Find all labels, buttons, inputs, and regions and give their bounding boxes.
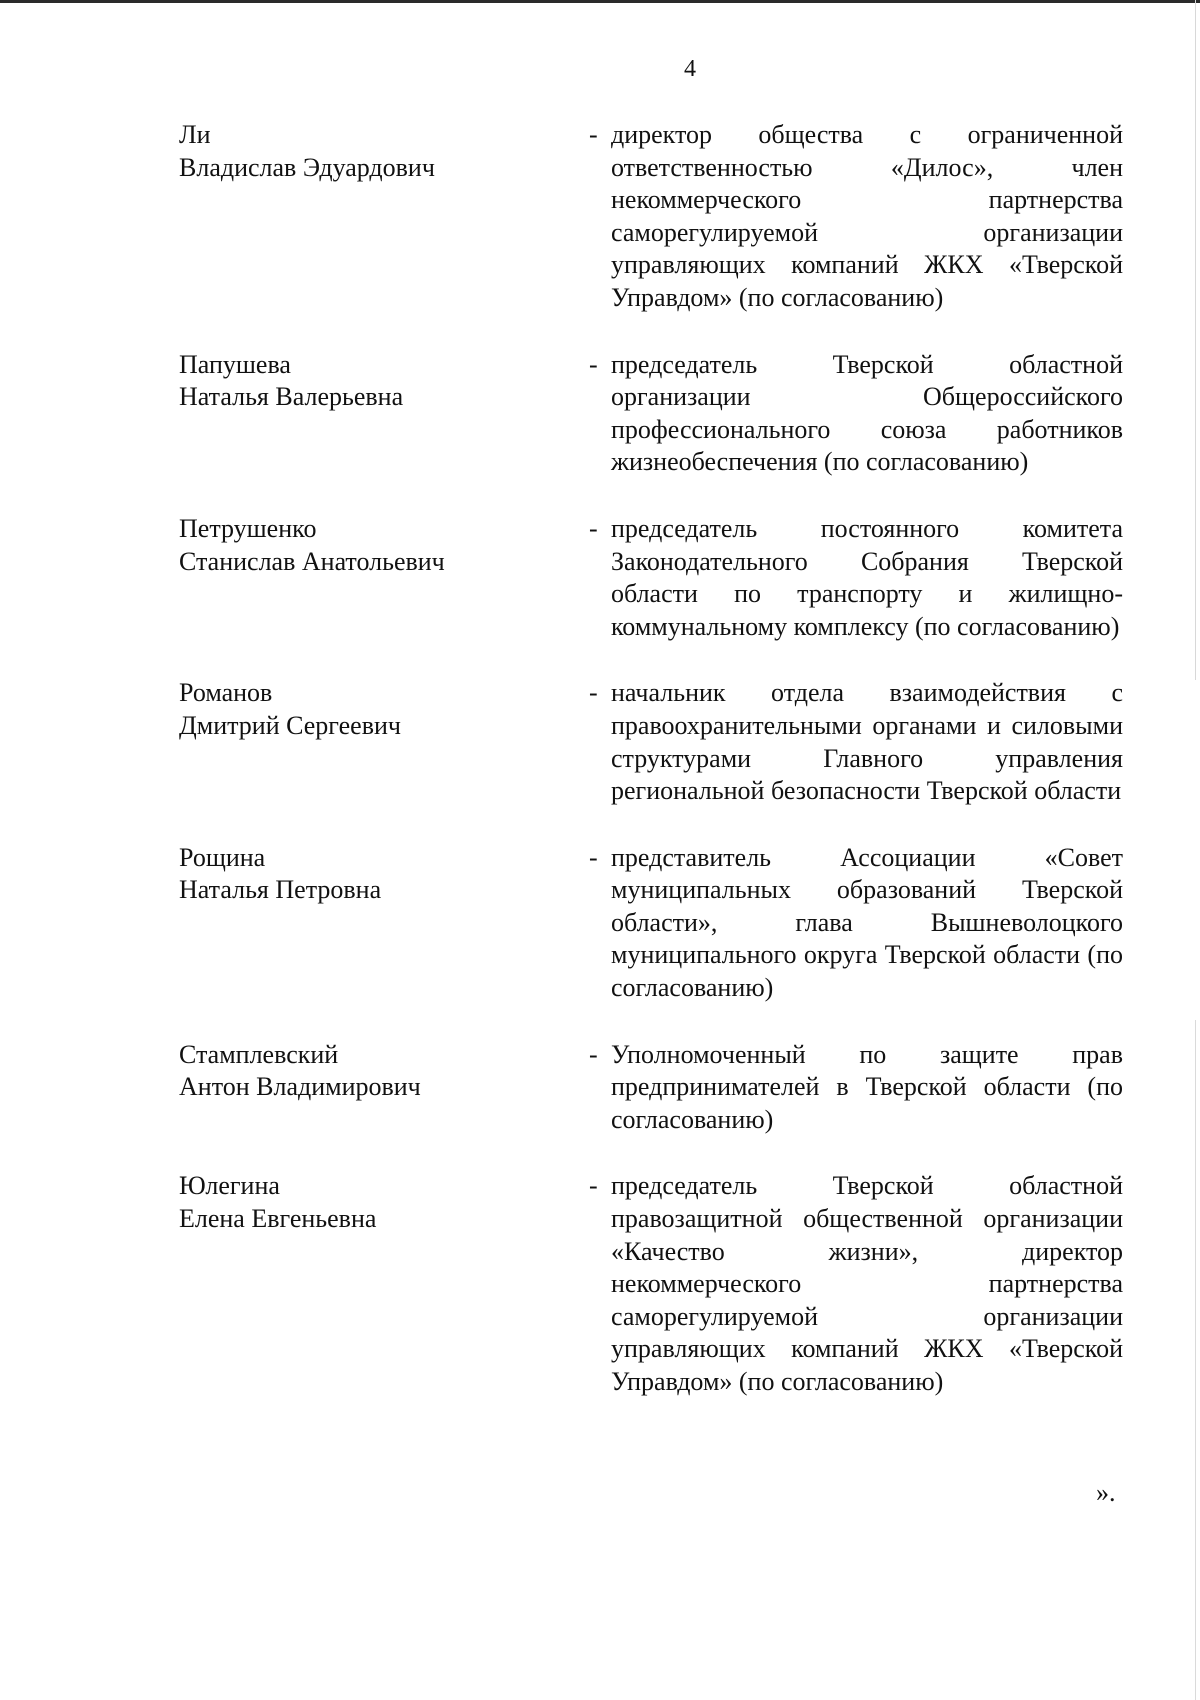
member-surname: Петрушенко	[179, 513, 317, 543]
member-given-names: Дмитрий Сергеевич	[179, 710, 401, 740]
member-role: Уполномоченный по защите прав предпринимателей в Тверской области (по согласованию)	[611, 1039, 1123, 1134]
member-name	[179, 513, 589, 578]
member-dash: -	[589, 1039, 598, 1069]
member-surname: Папушева	[179, 349, 291, 379]
member-entry	[179, 349, 1124, 479]
member-entry	[179, 1039, 1124, 1137]
member-given-names: Наталья Петровна	[179, 875, 382, 905]
member-given-names: Станислав Анатольевич	[179, 546, 445, 576]
member-given-names: Владислав Эдуардович	[179, 152, 435, 182]
closing-quote-mark: ».	[1096, 1478, 1116, 1507]
scan-top-edge	[0, 0, 1200, 3]
member-dash: -	[589, 120, 598, 149]
member-role: председатель Тверской областной организации Общероссийского профессионального союза работников жизнеобеспечения (по согласованию)	[611, 349, 1123, 477]
member-dash: -	[589, 349, 598, 379]
member-entry	[179, 513, 1124, 643]
member-entry	[179, 119, 1124, 315]
member-dash: -	[589, 842, 598, 872]
member-surname: Рощина	[179, 842, 266, 872]
member-role: председатель постоянного комитета Законодательного Собрания Тверской области по транспорту и жилищно-коммунальному комплексу (по согласованию)	[611, 513, 1123, 641]
member-entry	[179, 1170, 1124, 1398]
page-number: 4	[684, 56, 696, 82]
member-name	[179, 1039, 589, 1104]
member-given-names: Елена Евгеньевна	[179, 1204, 377, 1234]
member-given-names: Антон Владимирович	[179, 1072, 421, 1102]
member-given-names: Наталья Валерьевна	[179, 382, 404, 412]
member-entry	[179, 677, 1124, 807]
member-role: начальник отдела взаимодействия с правоохранительными органами и силовыми структурами Главного управления региональной безопасности Тверской области	[611, 678, 1123, 806]
member-surname: Ли	[179, 120, 211, 149]
member-name	[179, 677, 589, 742]
member-name	[179, 842, 589, 907]
member-name	[179, 1170, 589, 1235]
member-dash: -	[589, 678, 598, 708]
member-role: председатель Тверской областной правозащитной общественной организации «Качество жизни», директор некоммерческого партнерства саморегулируемой организации управляющих компаний ЖКХ «Тверской Управдом» (по согласованию)	[611, 1171, 1123, 1396]
member-role: директор общества с ограниченной ответственностью «Дилос», член некоммерческого партнерства саморегулируемой организации управляющих компаний ЖКХ «Тверской Управдом» (по согласованию)	[611, 120, 1123, 312]
scan-right-edge	[1195, 0, 1196, 1700]
member-role: представитель Ассоциации «Совет муниципальных образований Тверской области», глава Вышневолоцкого муниципального округа Тверской области (по согласованию)	[611, 842, 1123, 1003]
member-name	[179, 119, 589, 184]
member-name	[179, 349, 589, 414]
member-entry	[179, 842, 1124, 1005]
member-list	[179, 119, 1124, 1399]
member-dash: -	[589, 1171, 598, 1201]
member-surname: Романов	[179, 678, 273, 708]
member-dash: -	[589, 513, 598, 543]
member-surname: Юлегина	[179, 1171, 280, 1201]
member-surname: Стамплевский	[179, 1039, 339, 1069]
